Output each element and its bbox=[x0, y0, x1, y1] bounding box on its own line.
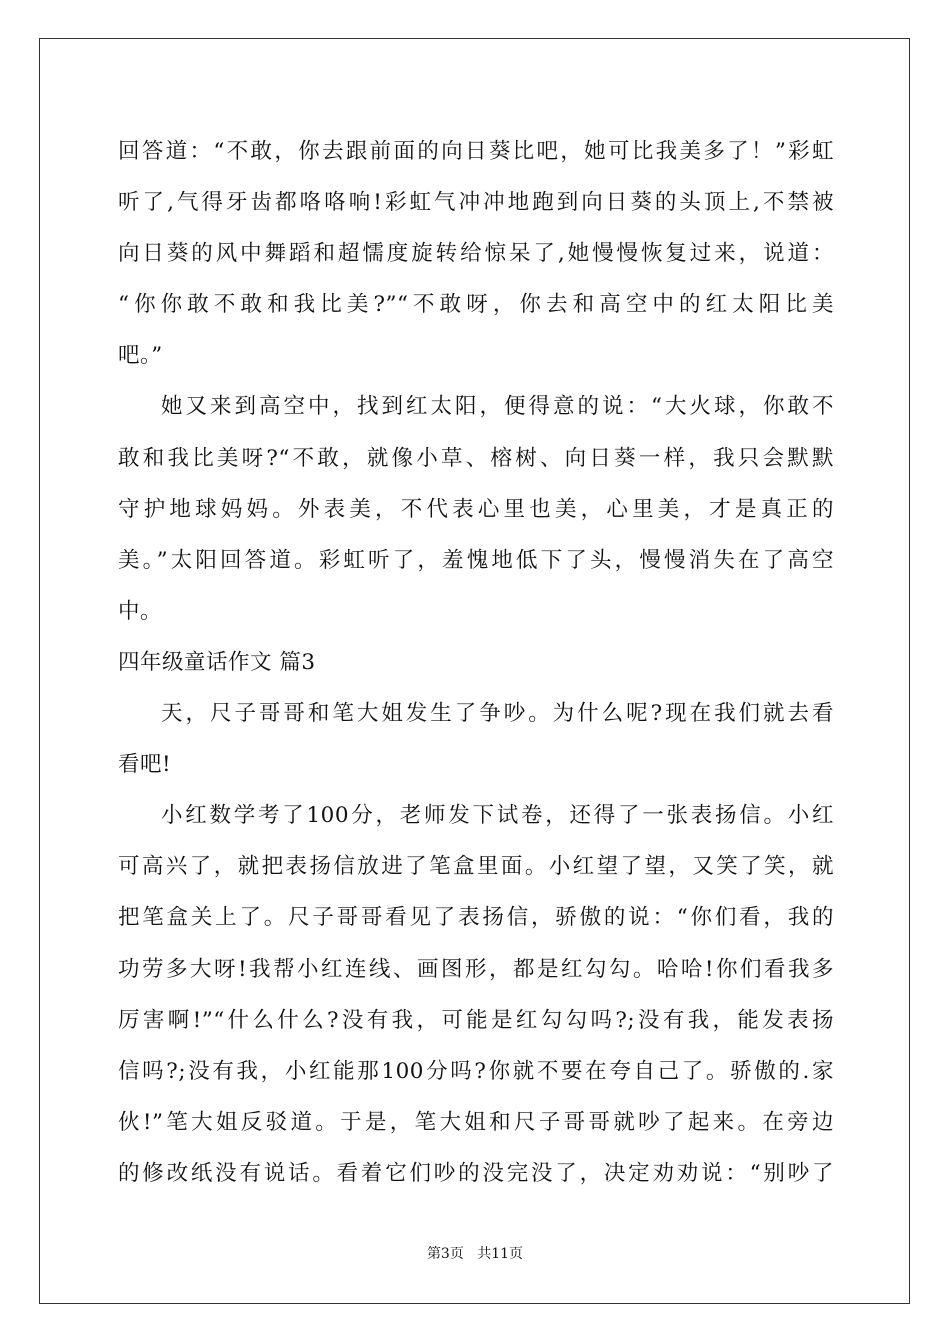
text-line: 可高兴了，就把表扬信放进了笔盒里面。小红望了望，又笑了笑，就 bbox=[118, 854, 834, 880]
text-line: 她又来到高空中，找到红太阳，便得意的说：“大火球，你敢不 bbox=[161, 394, 834, 420]
text-line: 伙!”笔大姐反驳道。于是，笔大姐和尺子哥哥就吵了起来。在旁边 bbox=[118, 1109, 834, 1135]
text-line: 中。 bbox=[118, 598, 163, 624]
text-line: 美。”太阳回答道。彩虹听了，羞愧地低下了头，慢慢消失在了高空 bbox=[118, 547, 834, 573]
text-line: 吧。” bbox=[118, 343, 163, 369]
text-line: 厉害啊!”“什么什么?没有我，可能是红勾勾吗?;没有我，能发表扬 bbox=[118, 1007, 834, 1033]
text-line: 守护地球妈妈。外表美，不代表心里也美，心里美，才是真正的 bbox=[118, 496, 834, 522]
text-line: 看吧! bbox=[118, 752, 172, 778]
page-total: 共11页 bbox=[477, 1246, 524, 1262]
text-line: 功劳多大呀!我帮小红连线、画图形，都是红勾勾。哈哈!你们看我多 bbox=[118, 956, 834, 982]
text-line: 天，尺子哥哥和笔大姐发生了争吵。为什么呢?现在我们就去看 bbox=[161, 701, 834, 727]
text-line: 小红数学考了100分，老师发下试卷，还得了一张表扬信。小红 bbox=[161, 803, 834, 829]
text-line: “你你敢不敢和我比美?”“不敢呀，你去和高空中的红太阳比美 bbox=[118, 292, 834, 318]
page-footer bbox=[0, 1244, 950, 1264]
text-line: 敢和我比美呀?“不敢，就像小草、榕树、向日葵一样，我只会默默 bbox=[118, 445, 834, 471]
text-line: 听了,气得牙齿都咯咯响!彩虹气冲冲地跑到向日葵的头顶上,不禁被 bbox=[118, 190, 834, 216]
text-line: 把笔盒关上了。尺子哥哥看见了表扬信，骄傲的说：“你们看，我的 bbox=[118, 905, 834, 931]
text-line: 回答道：“不敢，你去跟前面的向日葵比吧，她可比我美多了！”彩虹 bbox=[118, 139, 834, 164]
text-line: 的修改纸没有说话。看着它们吵的没完没了，决定劝劝说：“别吵了 bbox=[118, 1160, 834, 1186]
text-line: 信吗?;没有我，小红能那100分吗?你就不要在夸自己了。骄傲的.家 bbox=[118, 1058, 834, 1084]
text-line: 四年级童话作文 篇3 bbox=[118, 649, 316, 675]
page-number: 第3页 bbox=[426, 1246, 464, 1262]
document-body bbox=[118, 126, 834, 1199]
text-line: 向日葵的风中舞蹈和超懦度旋转给惊呆了,她慢慢恢复过来，说道： bbox=[118, 241, 834, 267]
